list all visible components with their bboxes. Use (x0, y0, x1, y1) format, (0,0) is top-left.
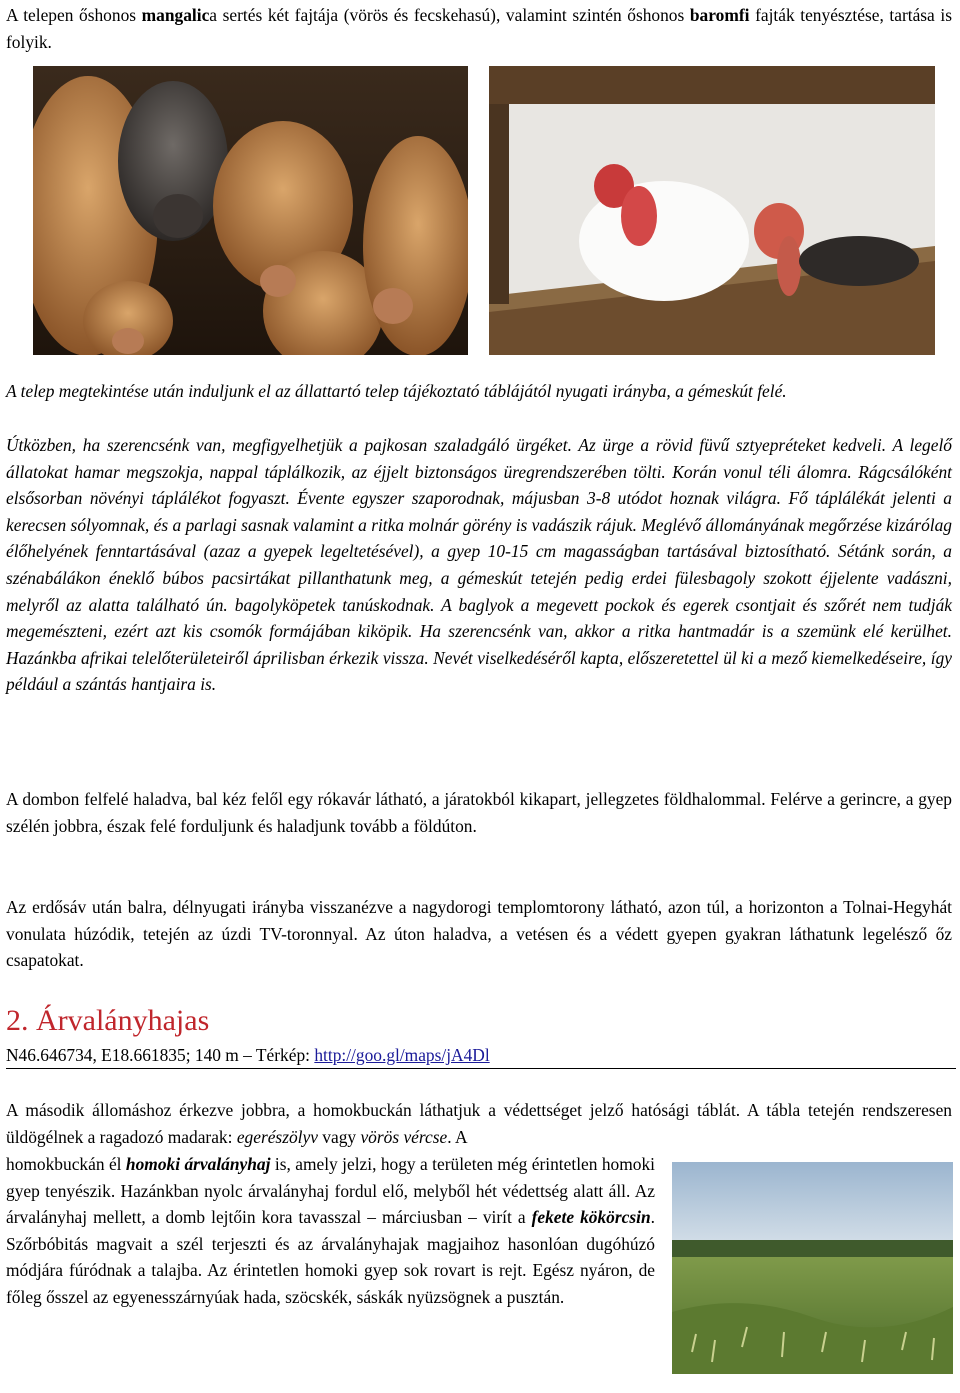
intro-text-3: fajták tenyésztése, tartása is folyik. (6, 5, 952, 52)
station-text-2: vagy (317, 1126, 361, 1147)
intro-text-2: a sertés két fajtája (vörös és fecskehasú), valamint szintén őshonos (209, 5, 690, 25)
hill-text: A dombon felfelé haladva, bal kéz felől egy rókavár látható, a járatokból kikapart, jellegzetes földhalommal. Felérve a gerincre, a gyep szélén jobbra, észak felé forduljunk és haladjunk tovább a földúton. (6, 789, 952, 836)
intro-bold-baromfi: baromfi (689, 5, 750, 25)
sand-dune-text-3: . Szőrbóbitás magvait a szél terjeszti és az árvalányhajak magjaihoz hasonlóan dugóhúzó módjára fúródnak a talajba. Az érintetlen homoki gyep sok rovart is rejt. Egész nyáron, de főleg ősszel az egyenesszárnyúak hada, szöcskék, sáskák nyüzsögnek a pusztán. (6, 1207, 655, 1307)
feather-grass-name: homoki árvalányhaj (125, 1154, 271, 1174)
walk-intro-text: A telep megtekintése után induljunk el az állattartó telep tájékoztató táblájától nyugati irányba, a gémeskút felé. (6, 381, 787, 401)
pigs-photo (33, 66, 468, 355)
sand-dune-text-1: homokbuckán él (6, 1154, 126, 1174)
coordinates-line (6, 1042, 956, 1069)
station-text-3: . A (447, 1126, 468, 1147)
coordinates-text: N46.646734, E18.661835; 140 m – Térkép: (6, 1045, 315, 1065)
sand-dune-paragraph (6, 1151, 655, 1311)
station-paragraph (6, 1097, 952, 1150)
ground-squirrel-text: Útközben, ha szerencsénk van, megfigyelhetjük a pajkosan szaladgáló ürgéket. Az ürge a rövid füvű sztyepréteket kedveli. A legelő állatokat hamar megszokja, nappal táplálkozik, az éjjelt biztonságos üregrendszerében tölti. Korán vonul téli álomra. Rágcsálóként elsősorban növényi táplálékot fogyaszt. Évente egyszer szaporodnak, májusban 3-8 utódot hoznak világra. Fő táplálékát jelenti a kerecsen sólyomnak, és a parlagi sasnak valamint a ritka molnár görény is vadászik rájuk. Meglévő állományának megőrzése kizárólag élőhelyének fenntartásával (azaz a gyepek legeltetésével), a gyep 10-15 cm magasságban tartásával biztosítható. Sétánk során, a szénabálákon éneklő búbos pacsirtákat pillanthatunk meg, a gémeskút tetején pedig erdei fülesbagoly szokott éjjelente vadászni, melyről az alatta található ún. bagolyköpetek tanúskodnak. A baglyok a megevett pockok és egerek csontjait és szőrét nem tudják megemészteni, ezért azt kis csomók formájában kiköpik. Ha szerencsénk van, akkor a ritka hantmadár is a szemünk elé kerülhet. Hazánkba afrikai telelőterületeiről áprilisban érkezik vissza. Nevét viselkedéséről kapta, előszeretettel ül ki a mező kiemelkedéseire, így például a szántás hantjaira is. (6, 435, 952, 695)
walk-intro-paragraph (6, 378, 952, 405)
intro-text-1: A telepen őshonos (6, 5, 142, 25)
section-heading: 2. Árvalányhajas (6, 1004, 210, 1037)
intro-bold-mangalica: mangalic (141, 5, 210, 25)
kestrel-name: vörös vércse (360, 1126, 448, 1147)
station-text-1: A második állomáshoz érkezve jobbra, a homokbuckán láthatjuk a védettséget jelző hatósági táblát. A tábla tetején rendszeresen üldögélnek a ragadozó madarak: (6, 1100, 952, 1147)
forest-text: Az erdősáv után balra, délnyugati irányba visszanézve a nagydorogi templomtorony látható, azon túl, a horizonton a Tolnai-Hegyhát vonulata húzódik, tetején az úzdi TV-toronnyal. Az úton haladva, a vetésen és a védett gyepen gyakran láthatunk legelésző őz csapatokat. (6, 897, 952, 971)
pasque-flower-name: fekete kökörcsin (531, 1207, 651, 1228)
hill-paragraph (6, 786, 952, 839)
grassland-photo (672, 1162, 953, 1374)
ground-squirrel-paragraph (6, 432, 952, 698)
chickens-photo (489, 66, 935, 355)
buzzard-name: egerészölyv (236, 1126, 318, 1147)
forest-paragraph (6, 894, 952, 974)
sand-dune-text-2: is, amely jelzi, hogy a területen még érintetlen homoki gyep tenyészik. Hazánkban nyolc árvalányhaj fordul elő, melyből hét védettség alatt áll. Az árvalányhaj mellett, a domb lejtőin kora tavasszal – márciusban – virít a (6, 1154, 655, 1228)
map-link[interactable]: http://goo.gl/maps/jA4Dl (314, 1045, 490, 1065)
intro-paragraph (6, 2, 952, 55)
